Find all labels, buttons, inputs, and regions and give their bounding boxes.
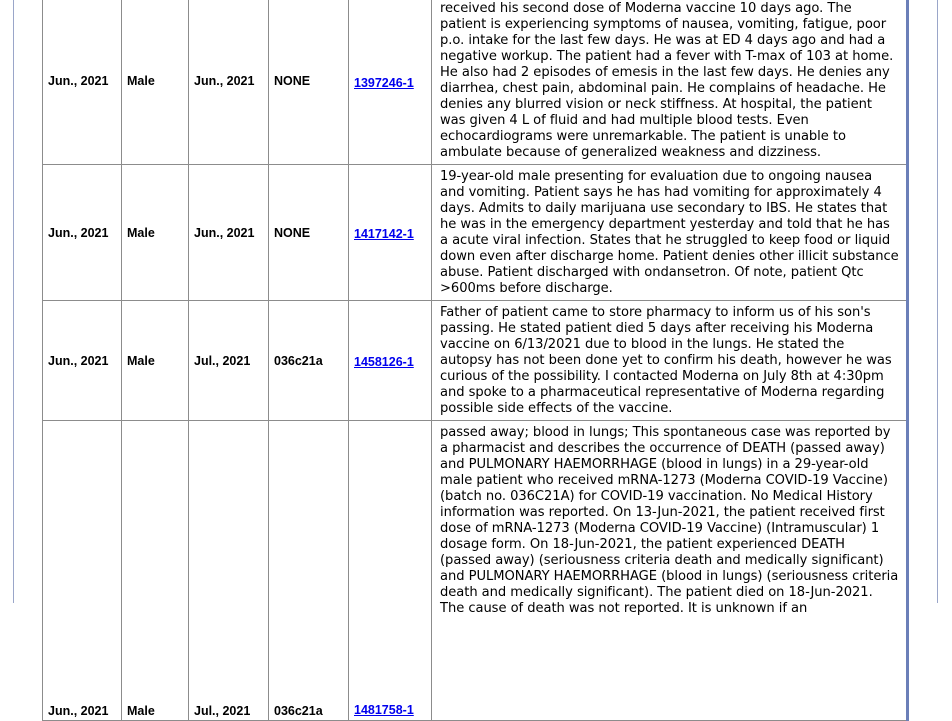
- onset-date-cell: Jun., 2021: [189, 0, 269, 165]
- vaers-id-link[interactable]: 1397246-1: [354, 75, 414, 90]
- page-frame-left: [13, 0, 14, 603]
- onset-date-cell: Jun., 2021: [189, 165, 269, 301]
- symptom-text-cell: Father of patient came to store pharmacy to inform us of his son's passing. He stated patient died 5 days after receiving his Moderna vaccine on 6/13/2021 due to blood in the lungs. He stated the autopsy has not been done yet to confirm his death, however he was curious of the possibility. I contacted Moderna on July 8th at 4:30pm and spoke to a pharmaceutical representative of Moderna regarding possible side effects of the vaccine.: [432, 301, 908, 421]
- lot-cell: 036c21a: [269, 421, 349, 721]
- table-row: [43, 301, 908, 421]
- sex-cell: Male: [122, 421, 189, 721]
- symptom-text-cell: 19-year-old male presenting for evaluation due to ongoing nausea and vomiting. Patient says he has had vomiting for approximately 4 days. Admits to daily marijuana use secondary to IBS. He states that he was in the emergency department yesterday and told that he has a acute viral infection. States that he struggled to keep food or liquid down even after discharge home. Patient denies other illicit substance abuse. Patient discharged with ondansetron. Of note, patient Qtc >600ms before discharge.: [432, 165, 908, 301]
- lot-cell: 036c21a: [269, 301, 349, 421]
- sex-cell: Male: [122, 165, 189, 301]
- sex-cell: Male: [122, 0, 189, 165]
- vaers-results-table: [42, 0, 909, 721]
- onset-date-cell: Jul., 2021: [189, 421, 269, 721]
- received-date-cell: Jun., 2021: [43, 165, 122, 301]
- page-frame-right: [937, 0, 938, 603]
- vaers-id-cell: [349, 301, 432, 421]
- table-row: [43, 0, 908, 165]
- vaers-id-cell: [349, 421, 432, 721]
- vaers-id-link[interactable]: 1458126-1: [354, 355, 414, 369]
- table-row: [43, 421, 908, 721]
- table-row: [43, 165, 908, 301]
- vaers-id-cell: [349, 165, 432, 301]
- symptom-text-cell: received his second dose of Moderna vaccine 10 days ago. The patient is experiencing symptoms of nausea, vomiting, fatigue, poor p.o. intake for the last few days. He was at ED 4 days ago and had a negative workup. The patient had a fever with T-max of 103 at home. He also had 2 episodes of emesis in the last few days. He denies any diarrhea, chest pain, abdominal pain. He complains of headache. He denies any blurred vision or neck stiffness. At hospital, the patient was given 4 L of fluid and had multiple blood tests. Even echocardiograms were unremarkable. The patient is unable to ambulate because of generalized weakness and dizziness.: [432, 0, 908, 165]
- onset-date-cell: Jul., 2021: [189, 301, 269, 421]
- sex-cell: Male: [122, 301, 189, 421]
- received-date-cell: Jun., 2021: [43, 0, 122, 165]
- vaers-id-cell: [349, 0, 432, 165]
- lot-cell: NONE: [269, 165, 349, 301]
- lot-cell: NONE: [269, 0, 349, 165]
- vaers-id-link[interactable]: 1481758-1: [354, 703, 414, 717]
- received-date-cell: Jun., 2021: [43, 301, 122, 421]
- symptom-text-cell: passed away; blood in lungs; This spontaneous case was reported by a pharmacist and describes the occurrence of DEATH (passed away) and PULMONARY HAEMORRHAGE (blood in lungs) in a 29-year-old male patient who received mRNA-1273 (Moderna COVID-19 Vaccine) (batch no. 036C21A) for COVID-19 vaccination. No Medical History information was reported. On 13-Jun-2021, the patient received first dose of mRNA-1273 (Moderna COVID-19 Vaccine) (Intramuscular) 1 dosage form. On 18-Jun-2021, the patient experienced DEATH (passed away) (seriousness criteria death and medically significant) and PULMONARY HAEMORRHAGE (blood in lungs) (seriousness criteria death and medically significant). The patient died on 18-Jun-2021. The cause of death was not reported. It is unknown if an: [432, 421, 908, 721]
- vaers-id-link[interactable]: 1417142-1: [354, 227, 414, 241]
- received-date-cell: Jun., 2021: [43, 421, 122, 721]
